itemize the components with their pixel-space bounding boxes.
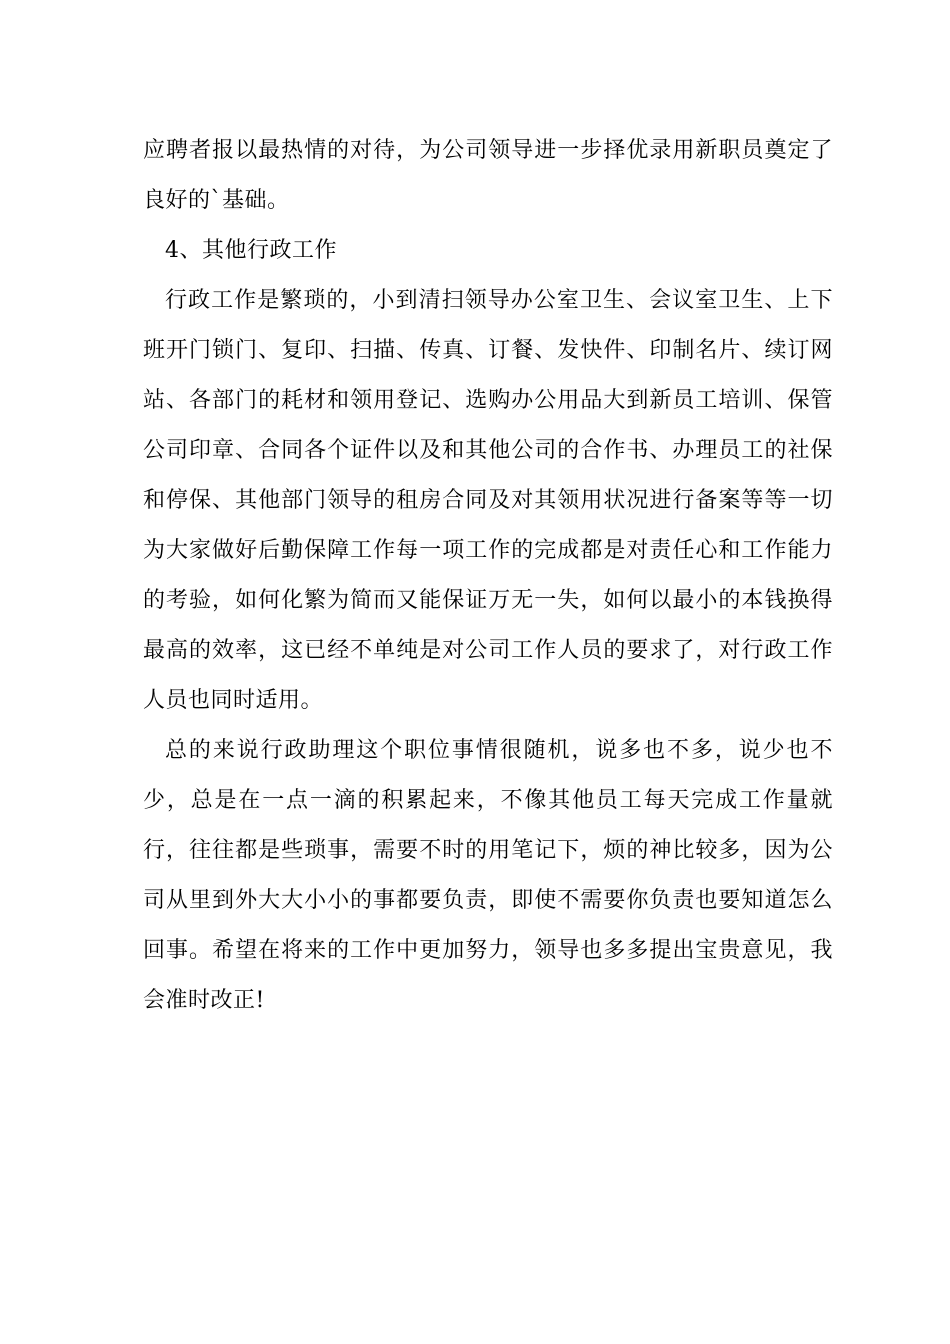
document-body <box>143 126 833 1026</box>
paragraph-admin-work: 行政工作是繁琐的，小到清扫领导办公室卫生、会议室卫生、上下班开门锁门、复印、扫描、传真、订餐、发快件、印制名片、续订网站、各部门的耗材和领用登记、选购办公用品大到新员工培训、保管公司印章、合同各个证件以及和其他公司的合作书、办理员工的社保和停保、其他部门领导的租房合同及对其领用状况进行备案等等一切为大家做好后勤保障工作每一项工作的完成都是对责任心和工作能力的考验，如何化繁为简而又能保证万无一失，如何以最小的本钱换得最高的效率，这已经不单纯是对公司工作人员的要求了，对行政工作人员也同时适用。 <box>143 288 833 713</box>
paragraph-continuation: 应聘者报以最热情的对待，为公司领导进一步择优录用新职员奠定了良好的`基础。 <box>143 138 833 213</box>
section-heading: 4、其他行政工作 <box>165 238 337 263</box>
paragraph-summary: 总的来说行政助理这个职位事情很随机，说多也不多，说少也不少，总是在一点一滴的积累起来，不像其他员工每天完成工作量就行，往往都是些琐事，需要不时的用笔记下，烦的神比较多，因为公司从里到外大大小小的事都要负责，即使不需要你负责也要知道怎么回事。希望在将来的工作中更加努力，领导也多多提出宝贵意见，我会准时改正! <box>143 738 833 1013</box>
